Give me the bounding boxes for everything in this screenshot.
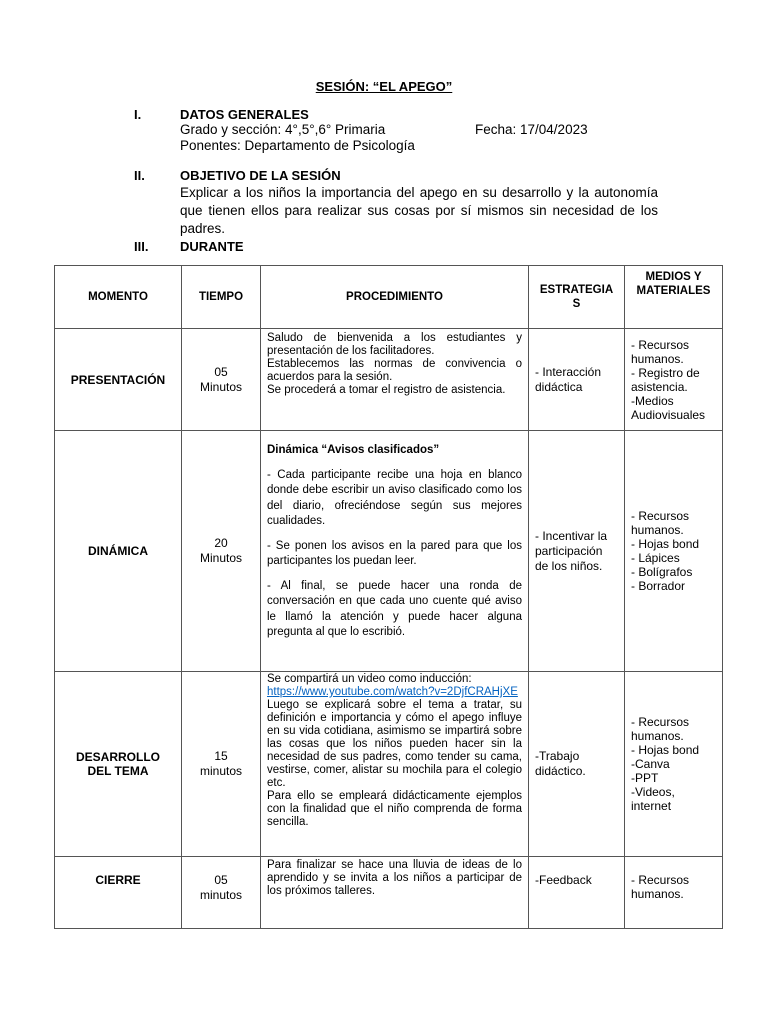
ponentes: Ponentes: Departamento de Psicología	[180, 138, 415, 153]
momento-cell: DINÁMICA	[55, 431, 182, 672]
medio-item: - Recursos humanos.	[631, 509, 690, 537]
tiempo-unit: minutos	[199, 764, 243, 778]
procedimiento-cell	[261, 857, 529, 929]
medio-item: - Lápices	[631, 551, 680, 565]
document-title: SESIÓN: “EL APEGO”	[315, 79, 453, 94]
tiempo-value: 20	[214, 536, 228, 550]
momento-line: DEL TEMA	[87, 764, 149, 778]
tiempo-value: 15	[214, 749, 228, 763]
proc-text: Se procederá a tomar el registro de asistencia.	[267, 384, 506, 396]
medio-item: - Hojas bond	[631, 743, 700, 757]
medio-item: -Videos, internet	[631, 785, 675, 813]
proc-text: Para finalizar se hace una lluvia de ideas de lo aprendido y se invita a los niños a participar de los próximos talleres.	[267, 859, 522, 897]
dinamica-title: Dinámica “Avisos clasificados”	[267, 444, 440, 456]
medio-item: - Registro de asistencia.	[631, 365, 700, 394]
grado-seccion: Grado y sección: 4°,5°,6° Primaria	[180, 122, 386, 137]
tiempo-cell	[182, 329, 261, 431]
table-row	[55, 431, 723, 672]
table-header-row	[55, 266, 723, 329]
header-estrategias-line1: ESTRATEGIA	[539, 284, 614, 296]
video-link[interactable]: https://www.youtube.com/watch?v=2DjfCRAHjXE	[267, 686, 518, 698]
proc-text: - Al final, se puede hacer una ronda de conversación en que cada uno cuente qué aviso le llamó la atención y puede hacer alguna pregunta al que lo escribió.	[267, 579, 522, 638]
objetivo-text: Explicar a los niños la importancia del apego en su desarrollo y la autonomía que tienen ellos para realizar sus cosas por sí mismos sin necesidad de los padres.	[180, 185, 658, 236]
section-number-1: I.	[134, 107, 142, 122]
proc-text: Se compartirá un video como inducción:	[267, 673, 472, 685]
header-procedimiento: PROCEDIMIENTO	[261, 266, 529, 329]
tiempo-unit: Minutos	[199, 379, 243, 394]
momento-line: DESARROLLO	[76, 750, 160, 764]
tiempo-unit: minutos	[199, 888, 243, 902]
session-table	[54, 265, 723, 929]
momento-cell: CIERRE	[55, 857, 182, 929]
medios-cell	[625, 857, 723, 929]
section-number-2: II.	[134, 168, 145, 183]
estrategia-cell: - Interacción didáctica	[529, 329, 625, 431]
header-momento: MOMENTO	[55, 266, 182, 329]
header-medios-line2: MATERIALES	[636, 285, 711, 297]
medio-item: -Medios Audiovisuales	[631, 393, 706, 422]
medios-cell	[625, 672, 723, 857]
estrategia-cell: -Feedback	[529, 857, 625, 929]
section-number-3: III.	[134, 239, 149, 254]
medio-item: - Recursos humanos.	[631, 337, 690, 366]
procedimiento-cell	[261, 672, 529, 857]
proc-text: - Cada participante recibe una hoja en blanco donde debe escribir un aviso clasificado como los del diario, ofreciéndose según sus mejores cualidades.	[267, 468, 522, 527]
proc-text: Luego se explicará sobre el tema a tratar, su definición e importancia y cómo el apego influye en su vida cotidiana, asimismo se impartirá sobre las cosas que los niños pueden hacer sin la necesidad de sus padres, como tender su cama, vestirse, comer, alistar su mochila para el colegio etc.	[267, 699, 522, 789]
medio-item: - Recursos humanos.	[631, 715, 690, 743]
tiempo-value: 05	[214, 364, 228, 379]
tiempo-cell	[182, 672, 261, 857]
header-medios-line1: MEDIOS Y	[645, 271, 702, 283]
medio-item: -PPT	[631, 771, 659, 785]
header-estrategias-line2: S	[572, 298, 581, 310]
momento-cell: PRESENTACIÓN	[55, 329, 182, 431]
section-heading-datos-generales: DATOS GENERALES	[180, 107, 309, 122]
tiempo-cell	[182, 431, 261, 672]
medios-cell	[625, 329, 723, 431]
estrategia-cell: - Incentivar la participación de los niños.	[529, 431, 625, 672]
tiempo-unit: Minutos	[199, 551, 243, 565]
medio-item: - Borrador	[631, 579, 686, 593]
table-row	[55, 329, 723, 431]
header-estrategias	[529, 266, 625, 329]
tiempo-cell	[182, 857, 261, 929]
tiempo-value: 05	[214, 873, 228, 887]
procedimiento-cell	[261, 329, 529, 431]
medio-item: -Canva	[631, 757, 670, 771]
header-medios	[625, 266, 723, 329]
proc-text: Para ello se empleará didácticamente ejemplos con la finalidad que el niño comprenda de forma sencilla.	[267, 790, 522, 828]
momento-cell	[55, 672, 182, 857]
fecha: Fecha: 17/04/2023	[475, 122, 588, 137]
medio-item: - Recursos humanos.	[631, 873, 690, 901]
table-row	[55, 672, 723, 857]
proc-text: - Se ponen los avisos en la pared para que los participantes los puedan leer.	[267, 539, 522, 567]
medio-item: - Hojas bond	[631, 537, 700, 551]
header-tiempo: TIEMPO	[182, 266, 261, 329]
section-heading-durante: DURANTE	[180, 239, 244, 254]
procedimiento-cell	[261, 431, 529, 672]
table-row	[55, 857, 723, 929]
section-heading-objetivo: OBJETIVO DE LA SESIÓN	[180, 168, 341, 183]
estrategia-cell: -Trabajo didáctico.	[529, 672, 625, 857]
proc-text: Establecemos las normas de convivencia o acuerdos para la sesión.	[267, 358, 522, 383]
proc-text: Saludo de bienvenida a los estudiantes y presentación de los facilitadores.	[267, 332, 522, 357]
medios-cell	[625, 431, 723, 672]
medio-item: - Bolígrafos	[631, 565, 693, 579]
